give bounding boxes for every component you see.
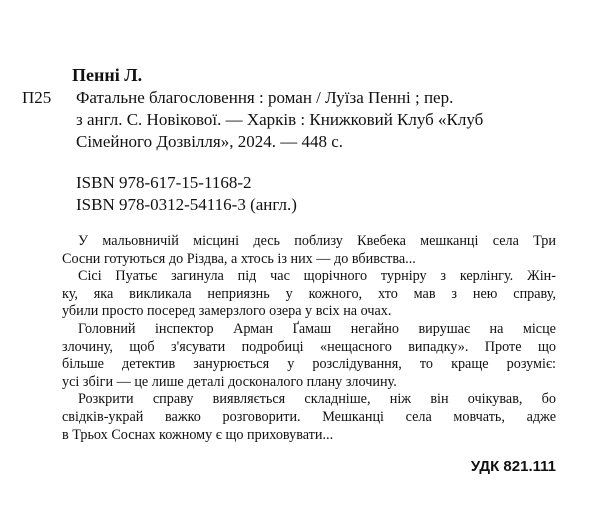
author-heading: Пенні Л. xyxy=(72,65,143,85)
annotation xyxy=(62,233,556,444)
annotation-line: Сосни готуються до Різдва, а хтось із них — до вбивства... xyxy=(62,250,416,267)
biblio-line: Сімейного Дозвілля», 2024. — 448 с. xyxy=(76,132,344,151)
isbn-ukrainian: ISBN 978-617-15-1168-2 xyxy=(76,173,252,192)
annotation-line: в Трьох Соснах кожному є що приховувати... xyxy=(62,426,334,443)
biblio-line: з англ. С. Новікової. — Харків : Книжковий Клуб «Клуб xyxy=(76,110,484,129)
annotation-line: Сісі Пуатьє загинула під час щорічного турніру з керлінгу. Жін- xyxy=(78,268,556,285)
annotation-line: ку, яка викликала неприязнь у кожного, хто мав з нею справу, xyxy=(62,285,556,302)
annotation-line: Головний інспектор Арман Ґамаш негайно вирушає на місце xyxy=(78,320,556,337)
annotation-line: У мальовничій місцині десь поблизу Квебека мешканці села Три xyxy=(78,233,556,249)
bibliographic-description xyxy=(76,87,556,153)
annotation-line: усі збіги — це лише деталі досконалого плану злочину. xyxy=(62,373,397,390)
isbn-original: ISBN 978-0312-54116-3 (англ.) xyxy=(76,195,297,214)
isbn-list xyxy=(76,172,297,216)
classification-code: П25 xyxy=(22,88,52,107)
annotation-line: злочину, щоб з'ясувати подробиці «нещасного випадку». Проте що xyxy=(62,338,556,355)
annotation-line: більше детектив занурюється у розслідування, то краще розуміє: xyxy=(62,356,556,373)
annotation-line: Розкрити справу виявляється складніше, ніж він очікував, бо xyxy=(78,391,556,408)
annotation-line: убили просто посеред замерзлого озера у всіх на очах. xyxy=(62,303,392,320)
annotation-line: свідків-украй важко розговорити. Мешканці села мовчать, адже xyxy=(62,408,556,425)
biblio-line: Фатальне благословення : роман / Луїза Пенні ; пер. xyxy=(76,88,454,107)
udk-code: УДК 821.111 xyxy=(470,458,556,475)
